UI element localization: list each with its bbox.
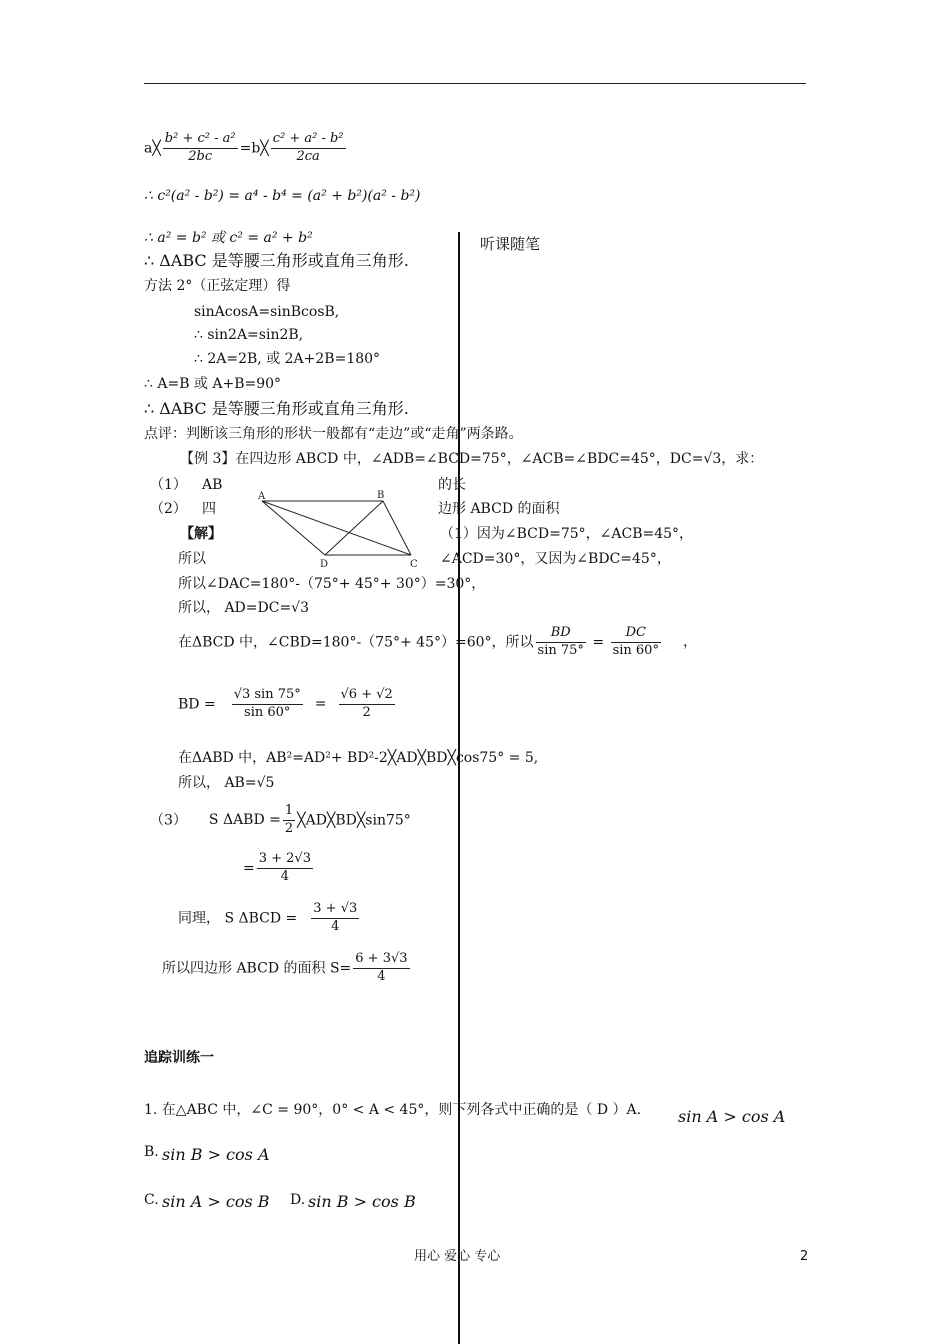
- footer-text: 用心 爱心 专心: [414, 1249, 501, 1264]
- text: =: [314, 696, 327, 713]
- fraction: [339, 688, 395, 721]
- option-b-label: B.: [144, 1144, 159, 1160]
- solution-text: 所以， AB=√5: [178, 775, 275, 791]
- denominator: 2bc: [188, 148, 213, 164]
- denominator: 2ca: [296, 148, 320, 164]
- text: ，: [682, 634, 697, 651]
- denominator: sin 60°: [244, 704, 291, 720]
- total-area-line: [162, 952, 412, 985]
- comment: 点评：判断该三角形的形状一般都有“走边”或“走角”两条路。: [144, 426, 523, 442]
- solution-text: 所以， AD=DC=√3: [178, 600, 310, 616]
- area-abd-result: [243, 852, 315, 885]
- example-heading: 【例 3】在四边形 ABCD 中，∠ADB=∠BCD=75°，∠ACB=∠BDC=45°，DC=√3，求：: [180, 451, 764, 467]
- header-rule: [144, 83, 806, 84]
- text: ╳AD╳BD╳sin75°: [297, 812, 411, 829]
- question-text: 边形 ABCD 的面积: [438, 501, 560, 517]
- numerator: b² + c² - a²: [163, 132, 238, 149]
- denominator: 2: [284, 820, 294, 836]
- numerator: √6 + √2: [339, 688, 395, 705]
- diagonal-ac: [262, 501, 411, 555]
- quadrilateral-figure: [255, 488, 425, 570]
- option-a: sin A > cos A: [678, 1107, 786, 1126]
- equation: sinAcosA=sinBcosB,: [194, 304, 340, 320]
- edge-da: [262, 501, 325, 555]
- equation: ∴ 2A=2B, 或 2A+2B=180°: [194, 351, 381, 367]
- law-of-sines-line: 在ΔBCD 中，∠CBD=180°-（75°+ 45°）=60°，所以 $\frac{BD}{\sin 75^\circ}$ = $\frac{DC}{\sin 60^\circ}$ ，: [178, 625, 697, 658]
- question-text: 的长: [438, 477, 466, 493]
- solution-text: 所以∠DAC=180°-（75°+ 45°+ 30°）=30°，: [178, 576, 486, 592]
- denominator: 4: [331, 918, 340, 934]
- denominator: sin 60°: [612, 642, 659, 658]
- option-d: sin B > cos B: [308, 1192, 416, 1211]
- option-b: sin B > cos A: [162, 1145, 270, 1164]
- text: BD =: [178, 696, 216, 713]
- solution-label: 【解】: [180, 526, 222, 542]
- method-heading: 方法 2°（正弦定理）得: [144, 278, 291, 294]
- fraction: [271, 132, 346, 165]
- vertex-label-d: D: [320, 559, 329, 570]
- numerator: 6 + 3√3: [353, 952, 409, 969]
- fraction: [611, 626, 661, 659]
- fraction: [163, 132, 238, 165]
- numerator: √3 sin 75°: [232, 688, 303, 705]
- question-text: AB: [202, 477, 223, 493]
- question-number: （2）: [150, 501, 187, 517]
- text: a╳: [144, 140, 161, 157]
- option-c-label: C.: [144, 1192, 159, 1208]
- notes-title: 听课随笔: [480, 235, 541, 253]
- bd-value-line: [178, 688, 397, 721]
- fraction: [311, 902, 359, 935]
- option-d-label: D.: [290, 1192, 306, 1208]
- page-number: 2: [800, 1249, 809, 1264]
- vertex-label-b: B: [377, 490, 385, 501]
- conclusion-line: ∴ ΔABC 是等腰三角形或直角三角形.: [144, 399, 409, 418]
- area-bcd-line: [178, 902, 361, 935]
- text: 同理， S ΔBCD =: [178, 910, 298, 927]
- numerator: 3 + √3: [311, 902, 359, 919]
- equation: ∴ A=B 或 A+B=90°: [144, 376, 282, 392]
- numerator: 1: [283, 804, 295, 821]
- text: 所以四边形 ABCD 的面积 S=: [162, 960, 352, 977]
- law-of-cosines-line: [144, 132, 348, 165]
- question-number: （3）: [150, 812, 187, 829]
- numerator: 3 + 2√3: [257, 852, 313, 869]
- result-line: ∴ a² = b² 或 c² = a² + b²: [144, 230, 313, 246]
- area-abd-line: [150, 804, 411, 837]
- text: =b╳: [239, 140, 269, 157]
- derivation-line: ∴ c²(a² - b²) = a⁴ - b⁴ = (a² + b²)(a² - b²): [144, 188, 421, 204]
- fraction: [536, 626, 586, 659]
- solution-text: ∠ACD=30°，又因为∠BDC=45°，: [440, 551, 671, 567]
- section-title: 追踪训练一: [144, 1050, 214, 1066]
- numerator: c² + a² - b²: [271, 132, 346, 149]
- numerator: DC: [611, 626, 661, 643]
- text: 在ΔBCD 中，∠CBD=180°-（75°+ 45°）=60°，所以: [178, 634, 534, 651]
- diagonal-bd: [325, 501, 383, 555]
- conclusion-line: ∴ ΔABC 是等腰三角形或直角三角形.: [144, 251, 409, 270]
- solution-text: 在ΔABD 中，AB²=AD²+ BD²-2╳AD╳BD╳cos75° = 5,: [178, 750, 539, 766]
- question-text: 四: [202, 501, 216, 517]
- question-number: （1）: [150, 477, 187, 493]
- denominator: 4: [377, 968, 386, 984]
- numerator: BD: [536, 626, 586, 643]
- equation: ∴ sin2A=sin2B,: [194, 327, 304, 343]
- fraction: [232, 688, 303, 721]
- fraction: [353, 952, 409, 985]
- fraction: [257, 852, 313, 885]
- text: S ΔABD =: [208, 812, 281, 829]
- solution-text: （1）因为∠BCD=75°，∠ACB=45°，: [440, 526, 694, 542]
- denominator: 2: [362, 704, 371, 720]
- solution-text: 所以: [178, 551, 206, 567]
- option-c: sin A > cos B: [162, 1192, 270, 1211]
- notes-divider: [458, 232, 460, 1344]
- denominator: 4: [280, 868, 289, 884]
- vertex-label-c: C: [410, 559, 418, 570]
- text: =: [243, 860, 255, 877]
- exercise-question: 1. 在△ABC 中，∠C = 90°，0° < A < 45°，则下列各式中正确的是（ D ）A.: [144, 1102, 642, 1118]
- denominator: sin 75°: [537, 642, 584, 658]
- vertex-label-a: A: [258, 491, 266, 502]
- fraction: [283, 804, 295, 837]
